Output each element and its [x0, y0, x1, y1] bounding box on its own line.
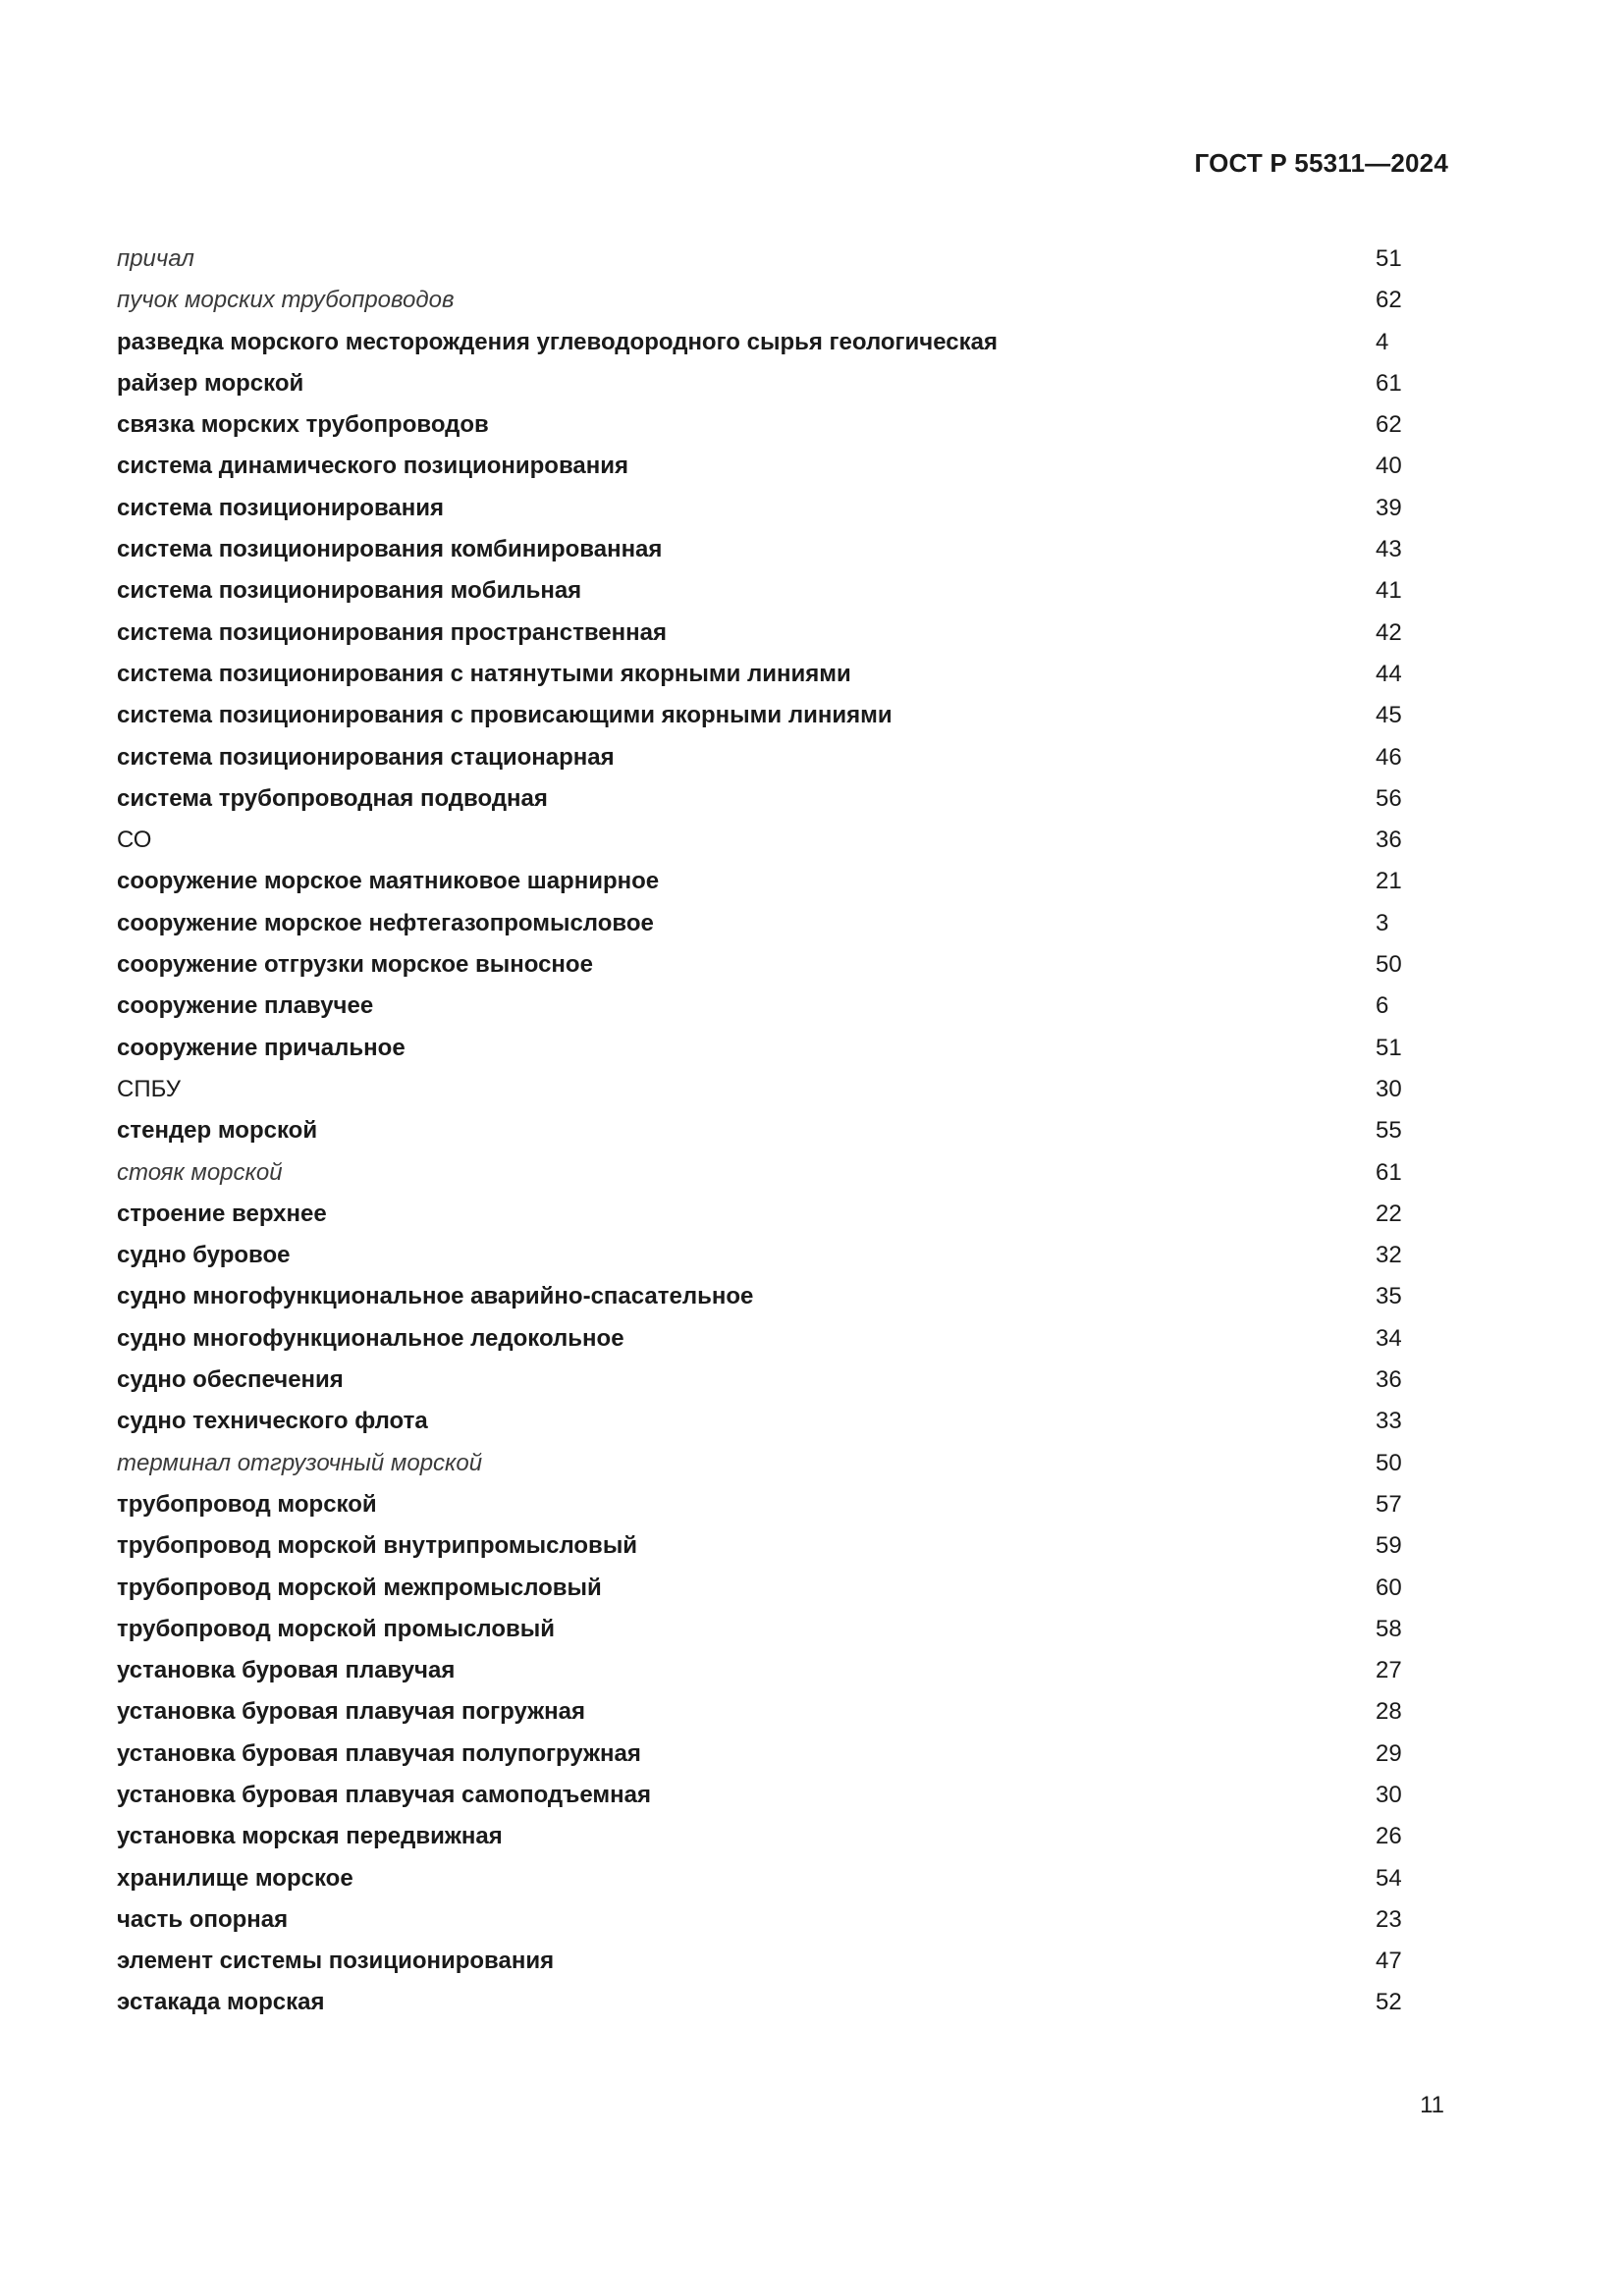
index-entry [117, 1734, 1413, 1775]
index-term: судно буровое [117, 1242, 291, 1269]
document-code-header: ГОСТ Р 55311—2024 [1194, 148, 1448, 178]
index-term-number: 44 [1376, 660, 1402, 687]
index-term: установка буровая плавучая погружная [117, 1698, 585, 1726]
index-entry [117, 1069, 1413, 1110]
index-term-number: 46 [1376, 743, 1402, 771]
index-entry [117, 570, 1413, 612]
index-entry [117, 1484, 1413, 1525]
index-entry [117, 488, 1413, 529]
index-entry [117, 1941, 1413, 1982]
index-term-number: 29 [1376, 1739, 1402, 1767]
index-term-number: 62 [1376, 411, 1402, 439]
index-entry [117, 404, 1413, 446]
page-number: 11 [1420, 2092, 1444, 2118]
index-term-number: 27 [1376, 1657, 1402, 1684]
index-term: трубопровод морской [117, 1490, 377, 1518]
index-term-number: 4 [1376, 328, 1389, 355]
index-term-number: 61 [1376, 1158, 1402, 1186]
index-entry [117, 363, 1413, 404]
index-term: сооружение причальное [117, 1034, 406, 1061]
index-term: сооружение отгрузки морское выносное [117, 951, 593, 979]
index-term: установка морская передвижная [117, 1823, 503, 1850]
index-entry [117, 1609, 1413, 1650]
index-term-number: 35 [1376, 1283, 1402, 1310]
index-term: система позиционирования комбинированная [117, 536, 663, 563]
index-entry [117, 322, 1413, 363]
index-term-number: 59 [1376, 1532, 1402, 1560]
index-term-number: 61 [1376, 369, 1402, 397]
index-term-number: 42 [1376, 618, 1402, 646]
index-entry [117, 1401, 1413, 1442]
index-entry [117, 1235, 1413, 1276]
index-term-number: 22 [1376, 1200, 1402, 1227]
index-term: установка буровая плавучая [117, 1657, 456, 1684]
index-entry [117, 446, 1413, 487]
index-entry [117, 1194, 1413, 1235]
index-term-number: 36 [1376, 1366, 1402, 1394]
index-entry [117, 280, 1413, 321]
index-term-number: 3 [1376, 909, 1389, 936]
index-term: сооружение морское нефтегазопромысловое [117, 909, 654, 936]
index-term-number: 34 [1376, 1324, 1402, 1352]
index-entry [117, 1568, 1413, 1609]
index-term-number: 6 [1376, 992, 1389, 1020]
index-term: система трубопроводная подводная [117, 784, 548, 812]
index-term: сооружение морское маятниковое шарнирное [117, 868, 660, 895]
index-term-number: 62 [1376, 287, 1402, 314]
index-term-number: 58 [1376, 1615, 1402, 1642]
index-term-number: 56 [1376, 784, 1402, 812]
index-term: система динамического позиционирования [117, 453, 629, 480]
index-entry [117, 1028, 1413, 1069]
index-term: судно обеспечения [117, 1366, 344, 1394]
index-entry [117, 654, 1413, 695]
index-term: часть опорная [117, 1905, 289, 1933]
index-term: система позиционирования [117, 494, 444, 521]
index-entry [117, 1110, 1413, 1151]
index-term: система позиционирования мобильная [117, 577, 582, 605]
index-entry [117, 903, 1413, 944]
index-term: судно многофункциональное аварийно-спасательное [117, 1283, 754, 1310]
index-term-number: 41 [1376, 577, 1402, 605]
index-term-number: 54 [1376, 1864, 1402, 1892]
index-entry [117, 944, 1413, 986]
index-term: эстакада морская [117, 1989, 325, 2016]
index-entry [117, 529, 1413, 570]
index-term: стендер морской [117, 1117, 318, 1145]
index-term-number: 30 [1376, 1075, 1402, 1102]
index-term-number: 60 [1376, 1574, 1402, 1601]
index-term: райзер морской [117, 369, 304, 397]
index-entry [117, 1899, 1413, 1941]
index-term-number: 21 [1376, 868, 1402, 895]
index-term-number: 50 [1376, 951, 1402, 979]
index-term: система позиционирования пространственная [117, 618, 667, 646]
alphabetical-term-index [117, 239, 1413, 2024]
index-term-number: 52 [1376, 1989, 1402, 2016]
index-term: терминал отгрузочный морской [117, 1449, 483, 1476]
index-term-number: 57 [1376, 1490, 1402, 1518]
index-term: судно технического флота [117, 1408, 428, 1435]
index-term: трубопровод морской внутрипромысловый [117, 1532, 638, 1560]
index-term: элемент системы позиционирования [117, 1948, 555, 1975]
index-entry [117, 1858, 1413, 1899]
index-entry [117, 695, 1413, 736]
index-term: стояк морской [117, 1158, 283, 1186]
index-term: разведка морского месторождения углеводородного сырья геологическая [117, 328, 998, 355]
index-term-number: 23 [1376, 1905, 1402, 1933]
index-term: СО [117, 827, 152, 854]
index-term-number: 51 [1376, 1034, 1402, 1061]
index-entry [117, 1982, 1413, 2023]
index-term-number: 32 [1376, 1242, 1402, 1269]
index-term: система позиционирования с провисающими якорными линиями [117, 702, 893, 729]
index-entry [117, 1276, 1413, 1317]
index-term-number: 45 [1376, 702, 1402, 729]
index-term: сооружение плавучее [117, 992, 374, 1020]
index-term: хранилище морское [117, 1864, 353, 1892]
index-term-number: 55 [1376, 1117, 1402, 1145]
index-entry [117, 1816, 1413, 1857]
index-term: установка буровая плавучая полупогружная [117, 1739, 641, 1767]
index-term: трубопровод морской межпромысловый [117, 1574, 602, 1601]
index-term-number: 51 [1376, 245, 1402, 272]
index-term-number: 26 [1376, 1823, 1402, 1850]
index-term: установка буровая плавучая самоподъемная [117, 1781, 651, 1808]
index-entry [117, 613, 1413, 654]
index-term-number: 40 [1376, 453, 1402, 480]
index-term-number: 30 [1376, 1781, 1402, 1808]
index-entry [117, 778, 1413, 820]
index-entry [117, 1650, 1413, 1691]
index-term: система позиционирования с натянутыми якорными линиями [117, 660, 851, 687]
index-entry [117, 1775, 1413, 1816]
index-entry [117, 239, 1413, 280]
index-term-number: 50 [1376, 1449, 1402, 1476]
index-term: СПБУ [117, 1075, 182, 1102]
index-term: судно многофункциональное ледокольное [117, 1324, 624, 1352]
index-term-number: 47 [1376, 1948, 1402, 1975]
index-entry [117, 1525, 1413, 1567]
index-entry [117, 861, 1413, 902]
index-term-number: 33 [1376, 1408, 1402, 1435]
index-entry [117, 820, 1413, 861]
index-term: система позиционирования стационарная [117, 743, 615, 771]
index-entry [117, 986, 1413, 1027]
index-term: строение верхнее [117, 1200, 327, 1227]
index-term-number: 28 [1376, 1698, 1402, 1726]
index-entry [117, 737, 1413, 778]
index-entry [117, 1360, 1413, 1401]
index-term-number: 39 [1376, 494, 1402, 521]
index-term: трубопровод морской промысловый [117, 1615, 556, 1642]
index-entry [117, 1318, 1413, 1360]
index-term: причал [117, 245, 194, 272]
index-term: связка морских трубопроводов [117, 411, 489, 439]
index-entry [117, 1443, 1413, 1484]
index-entry [117, 1152, 1413, 1194]
index-entry [117, 1691, 1413, 1733]
index-term: пучок морских трубопроводов [117, 287, 455, 314]
index-term-number: 36 [1376, 827, 1402, 854]
index-term-number: 43 [1376, 536, 1402, 563]
